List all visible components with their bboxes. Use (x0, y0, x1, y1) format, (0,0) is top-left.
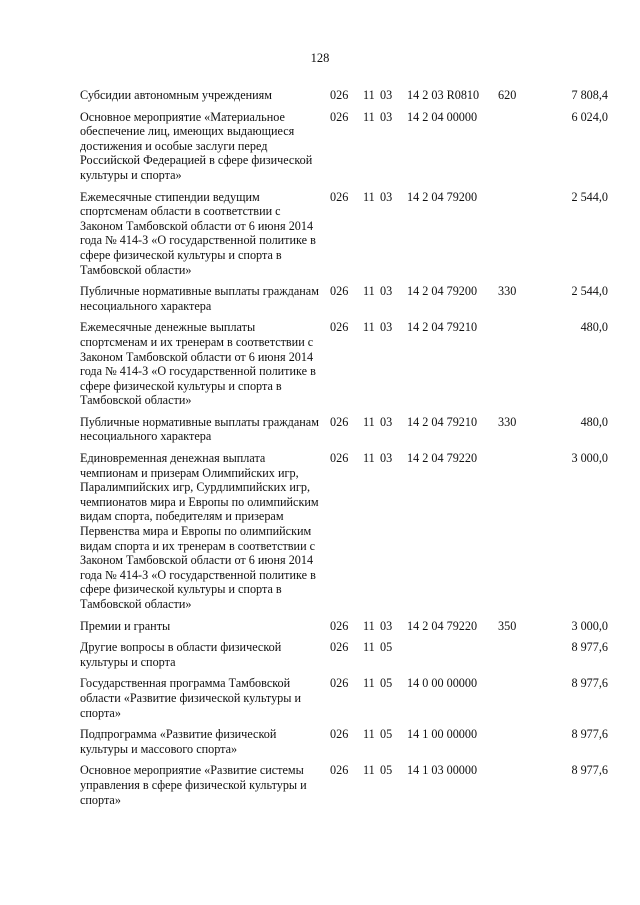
table-row (80, 88, 620, 103)
row-pr: 05 (380, 676, 393, 691)
row-name: Публичные нормативные выплаты гражданам несоциального характера (80, 414, 319, 444)
row-name: Ежемесячные денежные выплаты спортсменам и их тренерам в соответствии с Законом Тамбовской области от 6 июня 2014 года № 414-З «О государственной политике в сфере физической культуры и спорта в Тамбовской области» (80, 320, 316, 408)
row-ved: 026 (330, 189, 349, 204)
table-row (80, 676, 620, 720)
row-rz: 11 (363, 451, 375, 466)
row-sum: 8 977,6 (571, 640, 608, 655)
table-row (80, 284, 620, 313)
row-rz: 11 (363, 727, 375, 742)
row-pr: 03 (380, 414, 393, 429)
row-pr: 05 (380, 727, 393, 742)
table-row (80, 619, 620, 634)
row-csr: 14 0 00 00000 (407, 676, 478, 691)
row-vr: 620 (498, 88, 517, 102)
table-row (80, 640, 620, 669)
row-sum: 3 000,0 (571, 451, 608, 466)
row-csr: 14 2 03 R0810 (407, 88, 480, 102)
row-rz: 11 (363, 189, 375, 204)
row-sum: 7 808,4 (571, 88, 608, 102)
row-csr: 14 2 04 79200 (407, 189, 478, 204)
row-sum: 6 024,0 (571, 109, 608, 124)
row-rz: 11 (363, 109, 375, 124)
table-row (80, 190, 620, 278)
row-ved: 026 (330, 676, 349, 691)
row-ved: 026 (330, 618, 349, 633)
row-pr: 05 (380, 640, 393, 655)
row-ved: 026 (330, 414, 349, 429)
row-sum: 8 977,6 (571, 676, 608, 691)
row-rz: 11 (363, 763, 375, 778)
row-ved: 026 (330, 88, 349, 102)
row-pr: 03 (380, 618, 393, 633)
table-row (80, 727, 620, 756)
row-vr: 330 (498, 284, 517, 299)
row-ved: 026 (330, 763, 349, 778)
table-row (80, 415, 620, 444)
row-csr: 14 2 04 79220 (407, 618, 478, 633)
row-rz: 11 (363, 618, 375, 633)
row-pr: 03 (380, 284, 393, 299)
row-vr: 330 (498, 414, 517, 429)
row-pr: 03 (380, 189, 393, 204)
row-name: Основное мероприятие «Материальное обеспечение лиц, имеющих выдающиеся достижения и особые заслуги перед Российской Федерацией в сфере физической культуры и спорта» (80, 109, 313, 182)
table-row (80, 320, 620, 408)
row-rz: 11 (363, 88, 375, 102)
row-pr: 03 (380, 109, 393, 124)
row-name: Премии и гранты (80, 618, 171, 633)
row-ved: 026 (330, 109, 349, 124)
row-pr: 03 (380, 88, 393, 102)
row-sum: 3 000,0 (571, 618, 608, 633)
row-rz: 11 (363, 320, 375, 335)
row-name: Основное мероприятие «Развитие системы управления в сфере физической культуры и спорта» (80, 763, 307, 807)
row-rz: 11 (363, 676, 375, 691)
row-name: Публичные нормативные выплаты гражданам несоциального характера (80, 284, 319, 313)
row-sum: 2 544,0 (571, 189, 608, 204)
table-row (80, 110, 620, 183)
row-rz: 11 (363, 414, 375, 429)
table-row (80, 451, 620, 612)
row-csr: 14 2 04 79210 (407, 320, 478, 335)
row-name: Другие вопросы в области физической культуры и спорта (80, 640, 282, 669)
row-name: Субсидии автономным учреждениям (80, 88, 272, 102)
row-ved: 026 (330, 284, 349, 299)
page-number: 128 (310, 51, 330, 65)
budget-table (80, 88, 620, 814)
row-csr: 14 2 04 79210 (407, 414, 478, 429)
row-csr: 14 1 00 00000 (407, 727, 478, 742)
row-csr: 14 1 03 00000 (407, 763, 478, 778)
row-pr: 03 (380, 320, 393, 335)
row-csr: 14 2 04 00000 (407, 109, 478, 124)
row-sum: 480,0 (580, 320, 608, 335)
row-name: Государственная программа Тамбовской области «Развитие физической культуры и спорта» (80, 676, 302, 720)
row-ved: 026 (330, 451, 349, 466)
row-sum: 2 544,0 (571, 284, 608, 299)
row-sum: 8 977,6 (571, 763, 608, 778)
row-sum: 8 977,6 (571, 727, 608, 742)
row-csr: 14 2 04 79220 (407, 451, 478, 466)
table-row (80, 763, 620, 807)
row-csr: 14 2 04 79200 (407, 284, 478, 299)
row-sum: 480,0 (580, 414, 608, 429)
row-pr: 05 (380, 763, 393, 778)
row-pr: 03 (380, 451, 393, 466)
row-name: Ежемесячные стипендии ведущим спортсменам области в соответствии с Законом Тамбовской области от 6 июня 2014 года № 414-З «О государственной политике в сфере физической культуры и спорта в Тамбовской области» (80, 189, 316, 277)
row-ved: 026 (330, 640, 349, 655)
row-vr: 350 (498, 618, 517, 633)
row-rz: 11 (363, 640, 375, 655)
row-name: Подпрограмма «Развитие физической культуры и массового спорта» (80, 727, 277, 756)
row-ved: 026 (330, 320, 349, 335)
row-ved: 026 (330, 727, 349, 742)
row-name: Единовременная денежная выплата чемпионам и призерам Олимпийских игр, Паралимпийских игр, Сурдлимпийских игр, чемпионатов мира и Европы по олимпийским видам спорта, победителям и призерам Первенства мира и Европы по олимпийским видам спорта и их тренерам в соответствии с Законом Тамбовской области от 6 июня 2014 года № 414-З «О государственной политике в сфере физической культуры и спорта в Тамбовской области» (80, 451, 319, 611)
row-rz: 11 (363, 284, 375, 299)
